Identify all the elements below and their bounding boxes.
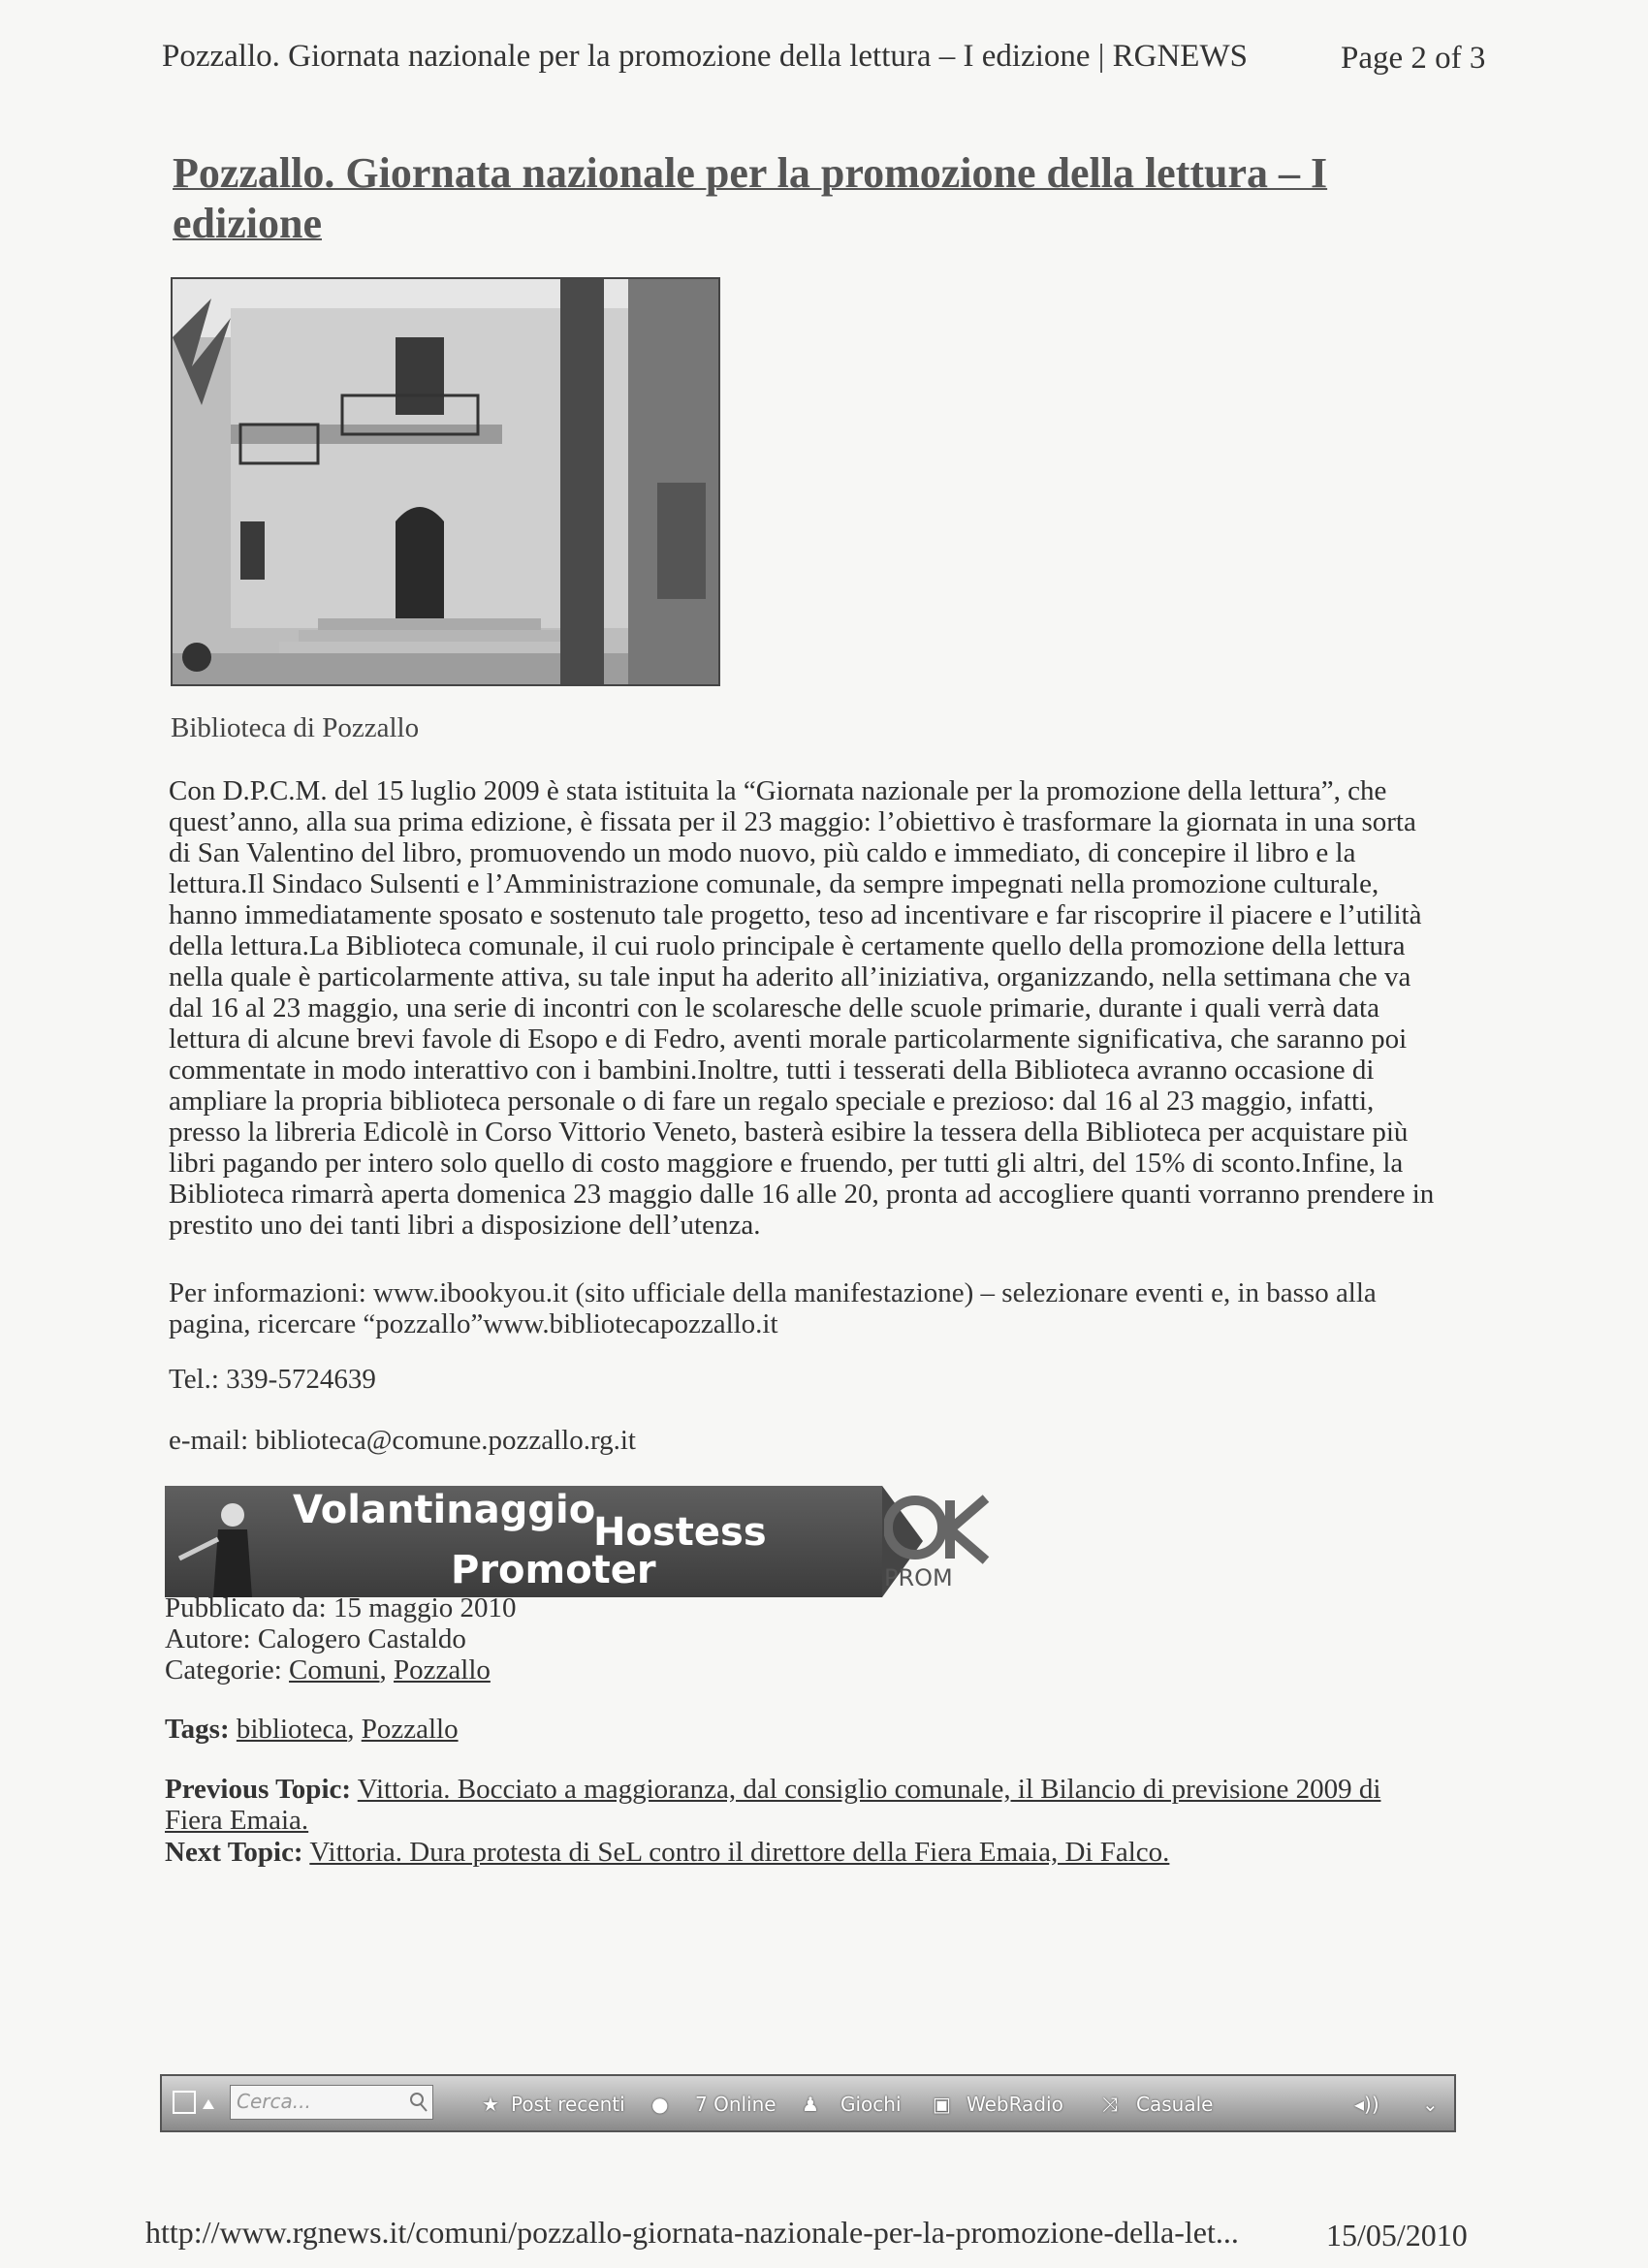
site-toolbar <box>160 2074 1456 2132</box>
next-topic-row <box>165 1837 1169 1868</box>
body-line: di San Valentino del libro, promuovendo un modo nuovo, più caldo e immediato, di concepire il libro e la <box>169 837 1356 868</box>
ok-promo-logo[interactable] <box>884 1491 1000 1597</box>
article-title-link[interactable]: Pozzallo. Giornata nazionale per la promozione della lettura – I edizione <box>173 149 1328 247</box>
body-line: presso la libreria Edicolè in Corso Vittorio Veneto, basterà esibire la tessera della Biblioteca per acquistare più <box>169 1117 1409 1148</box>
shuffle-icon: ⤨ <box>1102 2093 1118 2116</box>
print-header-title: Pozzallo. Giornata nazionale per la promozione della lettura – I edizione | RGNEWS <box>162 39 1248 74</box>
categories-label: Categorie: <box>165 1654 282 1685</box>
previous-topic-row <box>165 1774 1444 1836</box>
body-line: della lettura.La Biblioteca comunale, il cui ruolo principale è certamente quello della promozione della lettura <box>169 930 1406 961</box>
tags-row: Tags: biblioteca, Pozzallo <box>165 1714 459 1745</box>
print-footer-date: 15/05/2010 <box>1326 2218 1468 2252</box>
toolbar-giochi[interactable]: Giochi <box>840 2093 902 2116</box>
author-name: Calogero Castaldo <box>257 1623 466 1654</box>
tags-label: Tags: <box>165 1714 230 1745</box>
body-line: hanno immediatamente sposato e sostenuto tale progetto, teso ad incentivare e far riscoprire il piacere e l’utilità <box>169 899 1422 930</box>
people-icon: ● <box>651 2093 669 2116</box>
next-topic-label: Next Topic: <box>165 1837 303 1868</box>
published-label: Pubblicato da: <box>165 1592 327 1623</box>
print-footer-url: http://www.rgnews.it/comuni/pozzallo-giornata-nazionale-per-la-promozione-della-let... <box>145 2215 1239 2250</box>
body-line: libri pagando per intero solo quello di costo maggiore e fruendo, per tutti gli altri, del 15% di sconto.Infine, la <box>169 1148 1404 1179</box>
body-line: dal 16 al 23 maggio, una serie di incontri con le scolaresche delle scuole primarie, durante i quali verrà data <box>169 992 1379 1024</box>
photo-caption: Biblioteca di Pozzallo <box>171 712 420 743</box>
tag-link[interactable]: Pozzallo <box>361 1714 459 1745</box>
body-line: lettura di alcune brevi favole di Esopo e di Fedro, aventi morale particolarmente significativa, che saranno poi <box>169 1024 1408 1055</box>
published-row <box>165 1592 516 1623</box>
body-line: commentate in modo interattivo con i bambini.Inoltre, tutti i tesserati della Biblioteca avranno occasione di <box>169 1055 1375 1086</box>
home-icon[interactable] <box>172 2090 220 2117</box>
body-line: ampliare la propria biblioteca personale o di fare un regalo speciale e prezioso: dal 16 al 23 maggio, infatti, <box>169 1086 1375 1117</box>
star-icon: ★ <box>482 2093 499 2116</box>
joystick-icon: ♟ <box>802 2093 819 2116</box>
author-label: Autore: <box>165 1623 251 1654</box>
categories-row: Categorie: Comuni, Pozzallo <box>165 1654 491 1685</box>
chevron-down-icon[interactable]: ⌄ <box>1422 2093 1439 2116</box>
search-icon[interactable] <box>409 2092 428 2113</box>
category-link[interactable]: Comuni <box>289 1654 380 1685</box>
info-paragraph: Per informazioni: www.ibookyou.it (sito ufficiale della manifestazione) – selezionare eventi e, in basso alla pagina, ricercare “pozzallo”www.bibliotecapozzallo.it <box>169 1277 1377 1339</box>
search-input[interactable]: Cerca... <box>230 2085 433 2120</box>
body-line: prestito uno dei tanti libri a disposizione dell’utenza. <box>169 1210 761 1241</box>
body-line: quest’anno, alla sua prima edizione, è fissata per il 23 maggio: l’obiettivo è trasformare la giornata in una sorta <box>169 806 1416 837</box>
email: e-mail: biblioteca@comune.pozzallo.rg.it <box>169 1425 636 1456</box>
body-line: Biblioteca rimarrà aperta domenica 23 maggio dalle 16 alle 20, pronta ad accogliere quanti vorranno prendere in <box>169 1179 1435 1210</box>
author-row <box>165 1623 466 1654</box>
body-line: nella quale è particolarmente attiva, su tale input ha aderito all’iniziativa, organizzando, nella settimana che va <box>169 961 1411 992</box>
logo-text: PROM <box>884 1564 953 1591</box>
toolbar-webradio[interactable]: WebRadio <box>967 2093 1063 2116</box>
body-line: Con D.P.C.M. del 15 luglio 2009 è stata istituita la “Giornata nazionale per la promozione della lettura”, che <box>169 775 1387 806</box>
banner-line2: Hostess <box>593 1510 767 1555</box>
telephone: Tel.: 339-5724639 <box>169 1364 376 1395</box>
volume-icon[interactable]: ◂)) <box>1354 2093 1379 2116</box>
banner-line1: Volantinaggio <box>293 1488 596 1532</box>
article-body <box>169 775 1468 1241</box>
category-link[interactable]: Pozzallo <box>394 1654 491 1685</box>
radio-icon: ▣ <box>933 2093 951 2116</box>
previous-topic-label: Previous Topic: <box>165 1774 352 1805</box>
next-topic-link[interactable]: Vittoria. Dura protesta di SeL contro il direttore della Fiera Emaia, Di Falco. <box>309 1837 1170 1868</box>
toolbar-post-recenti[interactable]: Post recenti <box>511 2093 625 2116</box>
presenter-figure-icon <box>165 1486 281 1597</box>
toolbar-casuale[interactable]: Casuale <box>1136 2093 1214 2116</box>
page-number: Page 2 of 3 <box>1341 41 1486 76</box>
tag-link[interactable]: biblioteca <box>236 1714 348 1745</box>
previous-topic-link[interactable]: Vittoria. Bocciato a maggioranza, dal consiglio comunale, il Bilancio di previsione 2009 di Fiera Emaia. <box>165 1774 1381 1836</box>
library-photo <box>171 277 720 686</box>
banner-line3: Promoter <box>451 1548 656 1592</box>
published-date: 15 maggio 2010 <box>333 1592 517 1623</box>
building-illustration <box>173 279 718 684</box>
toolbar-online[interactable]: 7 Online <box>695 2093 776 2116</box>
body-line: lettura.Il Sindaco Sulsenti e l’Amministrazione comunale, da sempre impegnati nella promozione culturale, <box>169 868 1379 899</box>
